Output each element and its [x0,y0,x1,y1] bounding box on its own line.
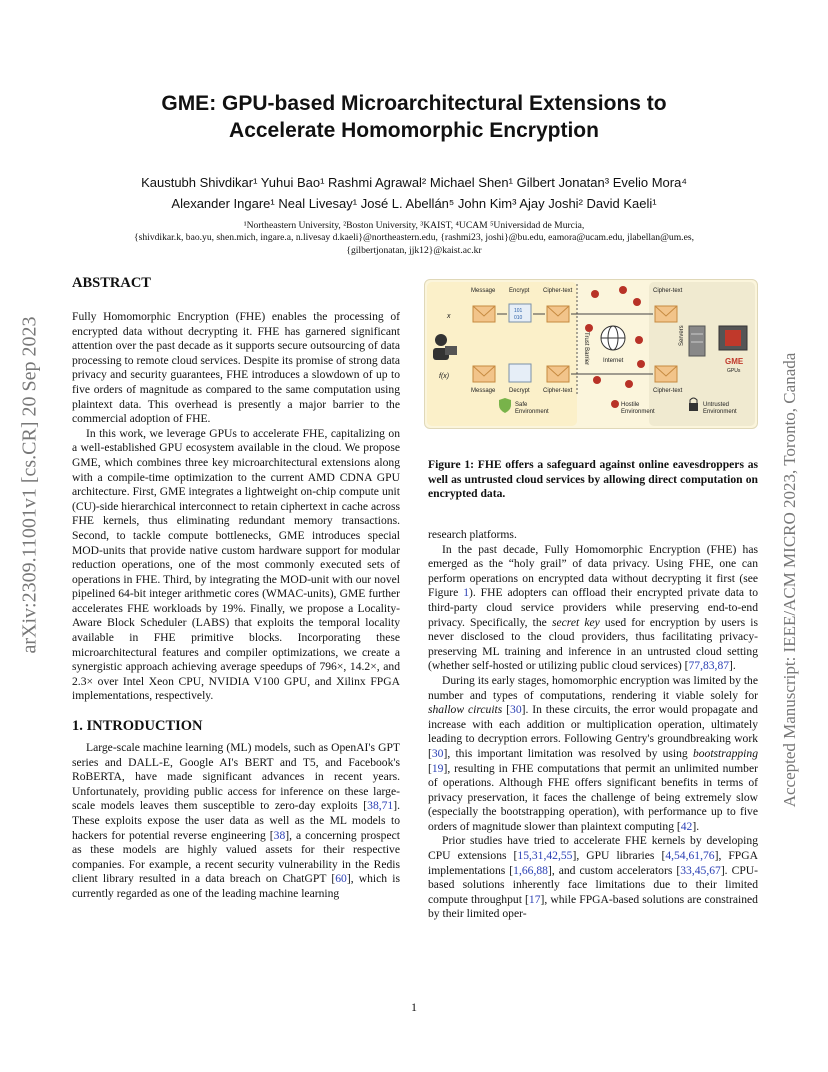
title-line-1: GME: GPU-based Microarchitectural Extensions to [161,92,667,115]
right-paragraph-3 [428,834,758,922]
affiliations [60,220,768,257]
legend-hostile-2: Environment [621,409,655,415]
citation-link[interactable]: 19 [431,761,444,775]
figure-1-diagram [425,280,757,428]
emphasis-text: bootstrapping [692,746,758,760]
bug-icon [625,380,633,388]
authors-line-2: Alexander Ingare¹ Neal Livesay¹ José L. Abellán⁵ John Kim³ Ajay Joshi² David Kaeli¹ [171,196,657,211]
citation-link[interactable]: 30 [510,703,522,717]
bug-icon [585,324,593,332]
top-label-ciphertext: Cipher-text [543,288,573,294]
abstract-heading: ABSTRACT [72,275,151,291]
bug-icon [635,336,643,344]
text-span: ], a concerning prospect as these models are highly valued assets for their respective companies. For example, a recent security vulnerability in the Redis client library resulted in a data breach on ChatGPT [ [72,828,400,886]
globe-icon [601,326,625,350]
server-icon [689,326,705,356]
bottom-label-message: Message [471,388,496,394]
text-span: ]. These exploits expose the user data as well as the ML models to hackers for potential reverse engineering [ [72,799,400,842]
abstract-body [72,310,400,704]
text-span: ], which is currently regarded as one of the leading machine learning [72,872,400,900]
citation-link[interactable]: 42 [680,819,693,833]
citation-link[interactable]: 60 [335,872,347,886]
bug-icon [619,286,627,294]
author-list [60,172,768,214]
bug-icon [591,290,599,298]
trust-barrier-label: Trust Barrier [583,332,589,366]
encrypted-envelope-icon [509,364,531,382]
title-line-2: Accelerate Homomorphic Encryption [229,119,599,142]
legend-safe-2: Environment [515,409,549,415]
bug-icon [633,298,641,306]
hostile-bug-icon [611,400,619,408]
figure-link[interactable]: 1 [463,586,469,600]
gpu-chip-icon [719,326,747,350]
text-span: ], and custom accelerators [ [547,863,681,877]
emphasis-text: shallow circuits [428,703,503,717]
text-span: ). FHE adopters can offload their encrypted private data to third-party cloud service providers while preserving end-to-end privacy. Specifically, the [428,586,758,629]
cipher-digits-2: 010 [514,315,523,321]
bug-icon [637,360,645,368]
emphasis-text: secret key [551,615,600,629]
right-paragraph-0: research platforms. [428,528,517,541]
accepted-note-text: Accepted Manuscript: IEEE/ACM MICRO 2023, Toronto, Canada [780,352,799,808]
text-span: Large-scale machine learning (ML) models, such as OpenAI's GPT series and DALL-E, Google AI's BERT and T5, and Facebook's RoBERTA, have made significant advances in recent years. Unfortunately, providing public access for inference on these large-scale models leaves them susceptible to zero-day exploits [ [72,741,400,813]
figure-caption: Figure 1: FHE offers a safeguard against online eavesdroppers as well as untrusted cloud services by allowing direct computation on encrypted data. [428,458,758,501]
abstract-paragraph-1: Fully Homomorphic Encryption (FHE) enables the processing of encrypted data without decrypting it. FHE has garnered significant attention over the past decade as it supports secure outsourcing of data processing to remote cloud services. Despite its promise of strong data privacy and security guarantees, FHE introduces a slowdown of up to five orders of magnitude as compared to the same computation using plaintext data. This overhead is presently a major barrier to the commercial adoption of FHE. [72,310,400,426]
cloud-envelope-icon [655,366,677,382]
text-span: [ [428,761,432,775]
citation-link[interactable]: 33,45,67 [680,863,721,877]
arxiv-stamp [10,285,50,685]
sealed-envelope-icon [547,366,569,382]
legend-untrusted-2: Environment [703,409,737,415]
citation-link[interactable]: 77,83,87 [688,659,730,673]
servers-label: Servers [679,325,685,346]
bug-icon [593,376,601,384]
arxiv-stamp-text: arXiv:2309.11001v1 [cs.CR] 20 Sep 2023 [18,316,41,654]
text-span: ], this important limitation was resolved by using [443,746,693,760]
gme-label: GME [725,357,744,366]
citation-link[interactable]: 15,31,42,55 [517,849,573,863]
authors-line-1: Kaustubh Shivdikar¹ Yuhui Bao¹ Rashmi Agrawal² Michael Shen¹ Gilbert Jonatan³ Evelio Mora⁴ [141,175,687,190]
citation-link[interactable]: 30 [431,746,444,760]
input-x-label: x [447,313,451,320]
citation-link[interactable]: 38,71 [367,799,394,813]
right-paragraph-2 [428,674,758,835]
accepted-note [770,300,810,860]
output-fx-label: f(x) [439,373,450,380]
intro-body [72,741,400,902]
citation-link[interactable]: 17 [528,892,541,906]
text-span: ], GPU libraries [ [572,849,666,863]
right-column [428,528,758,922]
text-span: ]. [729,659,736,673]
envelope-icon [473,306,495,322]
legend-untrusted-1: Untrusted [703,402,730,408]
top-label-message: Message [471,288,496,294]
envelope-icon [473,366,495,382]
citation-link[interactable]: 38 [273,828,286,842]
text-span: used for encryption by users is never disclosed to the cloud providers, thus facilitating privacy-preserving ML training and inference in an untrusted cloud setting (whether self-hosted or utilizing public cloud services) [ [428,615,758,673]
text-span: ]. In these circuits, the error would propagate and increase with each addition or multiplication operation, ultimately leading to decryption errors. Following Gentry's groundbreaking work [ [428,703,758,760]
gpus-label: GPUs [727,368,741,374]
top-label-ciphertext-cloud: Cipher-text [653,288,683,294]
left-column [72,275,400,902]
cloud-envelope-icon [655,306,677,322]
sealed-envelope-icon [547,306,569,322]
citation-link[interactable]: 1,66,88 [513,863,548,877]
affil-line-3: {gilbertjonatan, jjk12}@kaist.ac.kr [346,244,482,256]
intro-paragraph-1 [72,741,400,902]
text-span: ]. CPU-based solutions inherently face limitations due to their limited compute throughput [ [428,863,759,906]
cipher-digits-1: 101 [514,308,523,314]
bottom-label-ciphertext-cloud: Cipher-text [653,388,683,394]
text-span: [ [502,703,511,717]
bottom-label-ciphertext: Cipher-text [543,388,573,394]
text-span: During its early stages, homomorphic encryption was limited by the number and types of computations, rendering it viable solely for [428,673,758,702]
paper-title [80,90,748,144]
page-number: 1 [411,1000,417,1014]
text-span: ], while FPGA-based solutions are constrained by their limited oper- [428,892,758,921]
encrypted-envelope-icon [509,304,531,322]
affil-line-2: {shivdikar.k, bao.yu, shen.mich, ingare.a, n.livesay d.kaeli}@northeastern.edu, {rashmi23, joshi}@bu.edu, eamora@ucam.edu, jlabellan@um.es, [134,232,694,244]
bottom-label-decrypt: Decrypt [509,388,530,394]
figure-1 [424,279,758,429]
top-label-encrypt: Encrypt [509,288,530,294]
text-span: ], resulting in FHE computations that permit an unlimited number of operations. Although FHE offers significant benefits in terms of privacy preservation, it faces the challenge of being extremely slow (especially the bootstrapping operation), with performance up to five orders of magnitude slower than plaintext computing [ [428,761,758,833]
text-span: Prior studies have tried to accelerate FHE kernels by developing CPU extensions [ [428,834,758,863]
legend-safe-1: Safe [515,402,528,408]
internet-label: Internet [603,358,624,364]
intro-heading: 1. INTRODUCTION [72,718,203,735]
text-span: In the past decade, Fully Homomorphic Encryption (FHE) has emerged as the “holy grail” of data privacy. Using FHE, one can perform operations on encrypted data without decrypting it first (see Figure [428,542,758,600]
right-paragraph-1 [428,543,758,674]
affil-line-1: ¹Northeastern University, ²Boston University, ³KAIST, ⁴UCAM ⁵Universidad de Murcia, [243,220,585,231]
text-span: ]. [692,819,700,833]
text-span: ], FPGA implementations [ [428,849,759,877]
citation-link[interactable]: 4,54,61,76 [665,849,715,863]
legend-hostile-1: Hostile [621,402,640,408]
abstract-paragraph-2: In this work, we leverage GPUs to accelerate FHE, capitalizing on a well-established GPU ecosystem available in the cloud. We propose GME, which combines three key microarchitectural extensions along with a compile-time optimization to the current AMD CDNA GPU architecture. First, GME integrates a lightweight on-chip compute unit (CU)-side hierarchical interconnect to retain ciphertext in cache across FHE kernels, thus eliminating redundant memory transactions. Second, to tackle compute bottlenecks, GME introduces special MOD-units that provide native custom hardware support for modular reduction operations, one of the most commonly executed sets of operations in FHE. Third, by integrating the MOD-unit with our novel pipelined 64-bit integer arithmetic cores (WMAC-units), GME further accelerates FHE workloads by 19%. Finally, we propose a Locality-Aware Block Scheduler (LABS) that exploits the temporal locality available in FHE primitive blocks. Incorporating these microarchitectural features and compiler optimizations, we create a synergistic approach achieving average speedups of 796×, 14.2×, and 2.3× over Intel Xeon CPU, NVIDIA V100 GPU, and Xilinx FPGA implementations, respectively. [72,426,400,703]
